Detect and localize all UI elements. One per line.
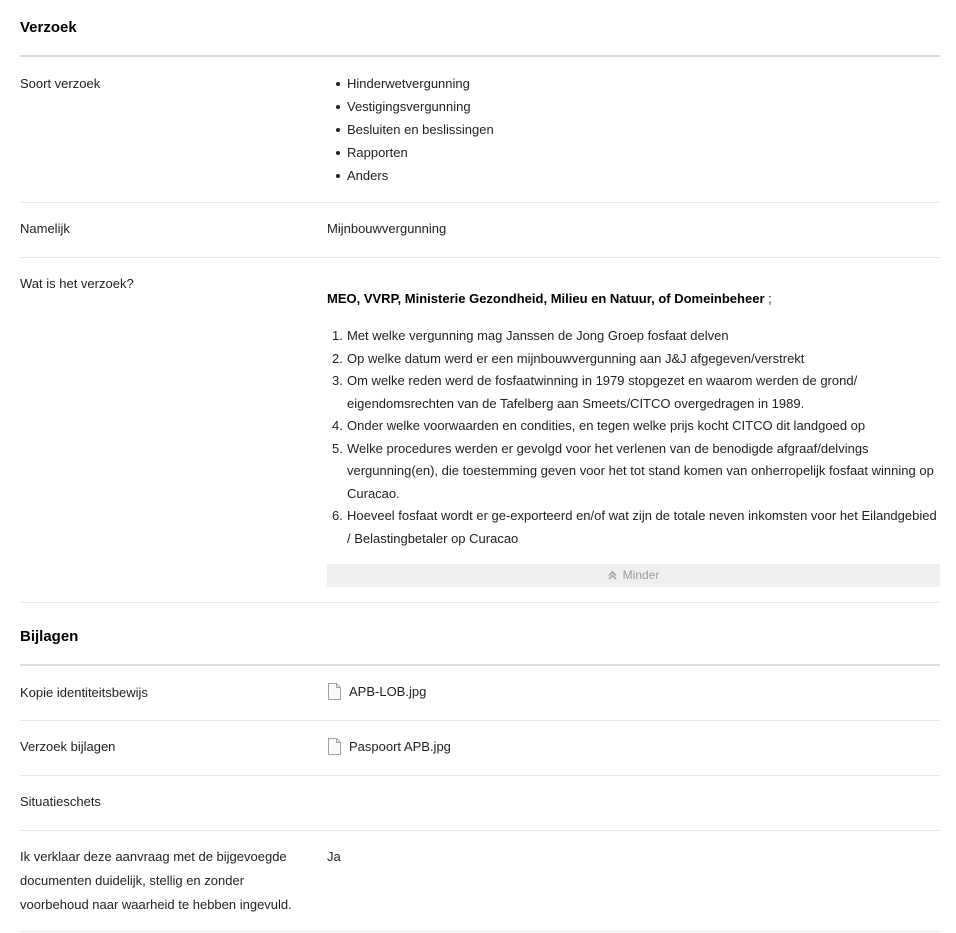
list-item — [327, 505, 940, 550]
list-item — [327, 370, 940, 415]
file-icon — [327, 738, 342, 760]
request-intro-authorities: MEO, VVRP, Ministerie Gezondheid, Milieu en Natuur, of Domeinbeheer — [327, 291, 765, 306]
attachment-file-name: APB-LOB.jpg — [349, 684, 427, 699]
question-text: Op welke datum werd er een mijnbouwvergunning aan J&J afgegeven/verstrekt — [347, 350, 805, 366]
section-divider — [20, 55, 940, 57]
question-number: 1. — [332, 328, 343, 343]
row-divider — [20, 602, 940, 603]
row-divider — [20, 931, 940, 932]
row-divider — [20, 720, 940, 721]
field-label-wat-is-het-verzoek: Wat is het verzoek? — [20, 276, 134, 291]
list-item: Vestigingsvergunning — [327, 95, 940, 118]
row-divider — [20, 830, 940, 831]
list-item: Anders — [327, 164, 940, 187]
list-item: Hinderwetvergunning — [327, 72, 940, 95]
question-text: Met welke vergunning mag Janssen de Jong Groep fosfaat delven — [347, 328, 729, 343]
list-item — [327, 438, 940, 506]
collapse-button[interactable] — [327, 564, 940, 587]
question-text: Welke procedures werden er gevolgd voor het verlenen van de benodigde afgraaf/delvings vergunning(en), die toestemming geven voor het tot stand komen van onherropelijk fosfaat winning op Curacao. — [347, 440, 934, 501]
field-label-kopie-identiteitsbewijs: Kopie identiteitsbewijs — [20, 685, 148, 700]
request-intro — [327, 290, 940, 308]
row-divider — [20, 775, 940, 776]
list-item — [327, 415, 940, 438]
collapse-button-label: Minder — [622, 568, 660, 582]
field-value-namelijk: Mijnbouwvergunning — [327, 221, 447, 236]
field-label-namelijk: Namelijk — [20, 221, 70, 236]
question-number: 4. — [332, 418, 343, 433]
question-text: Om welke reden werd de fosfaatwinning in 1979 stopgezet en waarom werden de grond/ eigendomsrechten van de Tafelberg aan Smeets/CITCO overgedragen in 1989. — [347, 373, 858, 411]
row-divider — [20, 257, 940, 258]
soort-verzoek-list — [327, 72, 940, 187]
attachment-file-name: Paspoort APB.jpg — [349, 739, 451, 754]
question-text: Hoeveel fosfaat wordt er ge-exporteerd en/of wat zijn de totale neven inkomsten voor het Eilandgebied / Belastingbetaler op Curacao — [347, 508, 937, 546]
field-value-soort-verzoek — [327, 72, 940, 187]
question-number: 6. — [332, 508, 343, 523]
list-item — [327, 348, 940, 371]
list-item — [327, 325, 940, 348]
field-label-soort-verzoek: Soort verzoek — [20, 76, 101, 91]
field-value-verklaring: Ja — [327, 849, 341, 864]
section-divider — [20, 664, 940, 666]
file-icon — [327, 683, 342, 705]
field-label-verklaring: Ik verklaar deze aanvraag met de bijgevoegde documenten duidelijk, stellig en zonder voorbehoud naar waarheid te hebben ingevuld. — [20, 849, 292, 912]
field-label-situatieschets: Situatieschets — [20, 794, 101, 809]
question-number: 5. — [332, 440, 343, 456]
list-item: Rapporten — [327, 141, 940, 164]
field-label-verzoek-bijlagen: Verzoek bijlagen — [20, 739, 116, 754]
request-questions — [327, 325, 940, 550]
row-divider — [20, 202, 940, 203]
section-title-verzoek: Verzoek — [20, 19, 77, 36]
question-text: Onder welke voorwaarden en condities, en tegen welke prijs kocht CITCO dit landgoed op — [347, 418, 866, 433]
chevron-double-up-icon — [608, 565, 617, 588]
question-number: 2. — [332, 350, 343, 366]
list-item: Besluiten en beslissingen — [327, 118, 940, 141]
section-title-bijlagen: Bijlagen — [20, 628, 79, 645]
questions-list — [327, 325, 940, 550]
question-number: 3. — [332, 373, 343, 388]
request-intro-suffix: ; — [764, 291, 772, 306]
